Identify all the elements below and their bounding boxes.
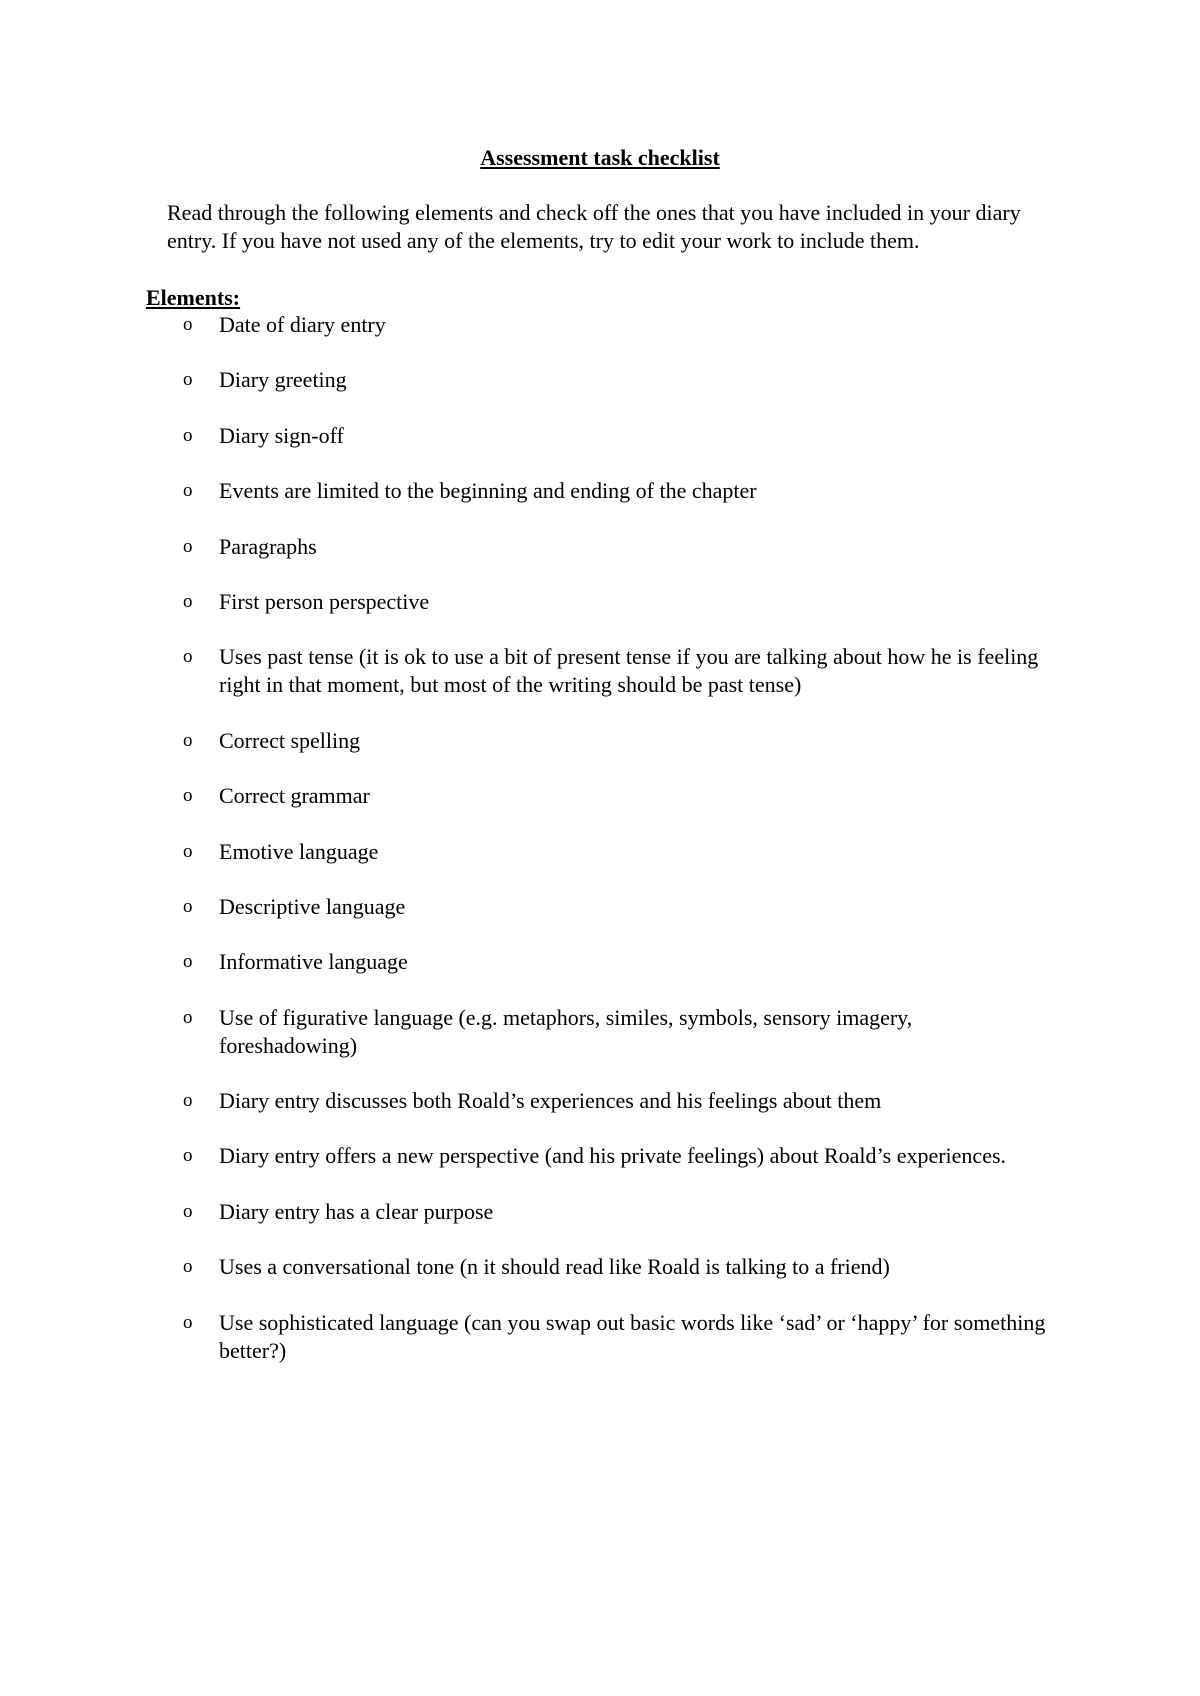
- checklist-item-text: Emotive language: [219, 838, 379, 864]
- checklist-item-text: Diary greeting: [219, 367, 347, 393]
- checkbox-circle-icon[interactable]: o: [183, 1145, 193, 1167]
- checklist-item-text: First person perspective: [219, 588, 430, 614]
- checklist-item-text: Date of diary entry: [219, 312, 386, 337]
- checklist-item-text: Correct grammar: [219, 783, 370, 809]
- checklist-item: [0, 588, 1200, 616]
- checklist-item: [0, 948, 1200, 976]
- checkbox-circle-icon[interactable]: o: [183, 480, 193, 502]
- checkbox-circle-icon[interactable]: o: [183, 1006, 193, 1028]
- checkbox-circle-icon[interactable]: o: [183, 646, 193, 668]
- checklist-item-text: Correct spelling: [219, 727, 361, 753]
- checklist-item: [0, 366, 1200, 394]
- checklist-item-text: Diary sign-off: [219, 422, 344, 448]
- checklist-item-text: Use of figurative language (e.g. metaphors, similes, symbols, sensory imagery, foreshadowing): [219, 1004, 913, 1058]
- checklist: [0, 311, 1200, 1392]
- checklist-item-text: Informative language: [219, 949, 408, 975]
- checklist-item: [0, 1309, 1200, 1365]
- checkbox-circle-icon[interactable]: o: [183, 590, 193, 612]
- checklist-item: [0, 1004, 1200, 1060]
- checklist-item-text: Use sophisticated language (can you swap out basic words like ‘sad’ or ‘happy’ for something better?): [219, 1309, 1046, 1363]
- checklist-item-text: Diary entry has a clear purpose: [219, 1198, 494, 1224]
- checklist-item: [0, 533, 1200, 561]
- checklist-item: [0, 1142, 1200, 1170]
- checkbox-circle-icon[interactable]: o: [183, 369, 193, 391]
- checklist-item: [0, 311, 1200, 339]
- checklist-item: [0, 1087, 1200, 1115]
- checklist-item-text: Events are limited to the beginning and ending of the chapter: [219, 478, 757, 504]
- checkbox-circle-icon[interactable]: o: [183, 951, 193, 973]
- checklist-item-text: Diary entry discusses both Roald’s experiences and his feelings about them: [219, 1088, 882, 1114]
- checkbox-circle-icon[interactable]: o: [183, 895, 193, 917]
- checklist-item: [0, 1253, 1200, 1281]
- elements-heading: Elements:: [146, 285, 241, 310]
- checkbox-circle-icon[interactable]: o: [183, 1200, 193, 1222]
- page-title: Assessment task checklist: [480, 145, 720, 170]
- checklist-item-text: Paragraphs: [219, 533, 317, 559]
- checkbox-circle-icon[interactable]: o: [183, 424, 193, 446]
- checkbox-circle-icon[interactable]: o: [183, 314, 193, 335]
- checklist-item: [0, 643, 1200, 699]
- checklist-item: [0, 893, 1200, 921]
- checklist-item: [0, 782, 1200, 810]
- checklist-item-text: Diary entry offers a new perspective (and his private feelings) about Roald’s experiences.: [219, 1143, 1007, 1169]
- checklist-item: [0, 838, 1200, 866]
- checklist-item-text: Descriptive language: [219, 893, 406, 919]
- checkbox-circle-icon[interactable]: o: [183, 785, 193, 807]
- intro-paragraph: Read through the following elements and check off the ones that you have included in your diary entry. If you have not used any of the elements, try to edit your work to include them.: [167, 200, 1021, 253]
- checklist-item: [0, 422, 1200, 450]
- checklist-item: [0, 477, 1200, 505]
- checklist-item-text: Uses past tense (it is ok to use a bit of present tense if you are talking about how he is feeling right in that moment, but most of the writing should be past tense): [219, 644, 1039, 698]
- checklist-item-text: Uses a conversational tone (n it should read like Roald is talking to a friend): [219, 1254, 890, 1280]
- checklist-item: [0, 727, 1200, 755]
- checkbox-circle-icon[interactable]: o: [183, 1311, 193, 1333]
- checkbox-circle-icon[interactable]: o: [183, 535, 193, 557]
- checkbox-circle-icon[interactable]: o: [183, 729, 193, 751]
- checkbox-circle-icon[interactable]: o: [183, 840, 193, 862]
- checklist-item: [0, 1198, 1200, 1226]
- checkbox-circle-icon[interactable]: o: [183, 1256, 193, 1278]
- checkbox-circle-icon[interactable]: o: [183, 1090, 193, 1112]
